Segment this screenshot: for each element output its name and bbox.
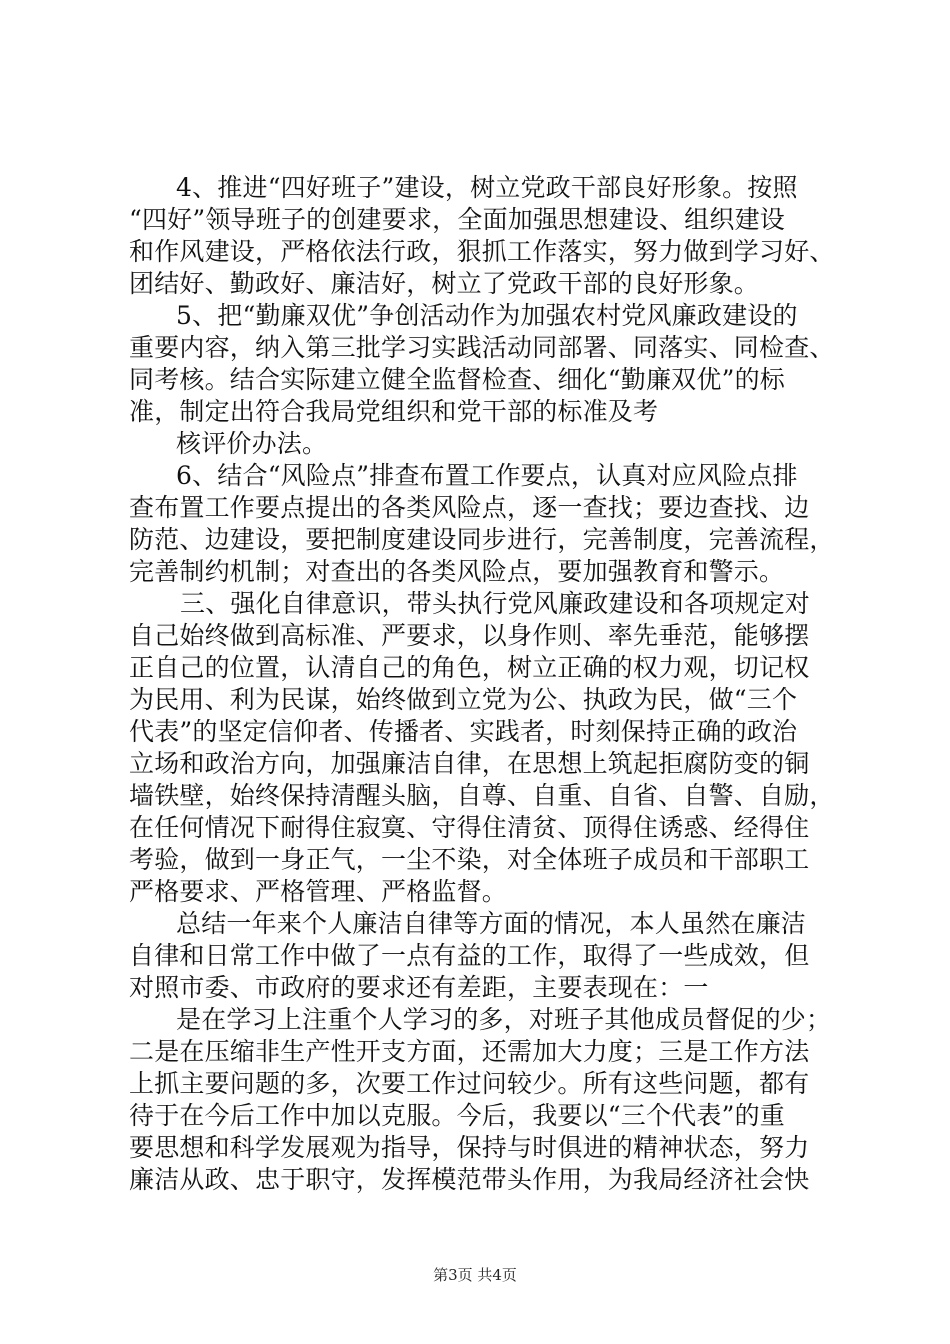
text-line: 6、结合“风险点”排查布置工作要点，认真对应风险点排 (176, 461, 798, 490)
text-line: 查布置工作要点提出的各类风险点，逐一查找；要边查找、边 (129, 493, 810, 522)
text-line: 正自己的位置，认清自己的角色，树立正确的权力观，切记权 (129, 653, 810, 682)
text-line: 总结一年来个人廉洁自律等方面的情况，本人虽然在廉洁 (176, 909, 807, 938)
text-line: 对照市委、市政府的要求还有差距，主要表现在：一 (129, 973, 709, 1002)
text-line: 墙铁壁，始终保持清醒头脑，自尊、自重、自省、自警、自励， (129, 781, 835, 810)
text-line: 4、推进“四好班子”建设，树立党政干部良好形象。按照 (176, 173, 798, 202)
text-line: 准，制定出符合我局党组织和党干部的标准及考 (129, 397, 659, 426)
text-line: 立场和政治方向，加强廉洁自律，在思想上筑起拒腐防变的铜 (129, 749, 810, 778)
text-line: 上抓主要问题的多，次要工作过问较少。所有这些问题，都有 (129, 1069, 810, 1098)
text-line: “四好”领导班子的创建要求，全面加强思想建设、组织建设 (129, 205, 785, 234)
text-line: 考验，做到一身正气，一尘不染，对全体班子成员和干部职工 (129, 845, 810, 874)
text-line: 是在学习上注重个人学习的多，对班子其他成员督促的少； (176, 1005, 832, 1034)
text-line: 为民用、利为民谋，始终做到立党为公、执政为民，做“三个 (129, 685, 798, 714)
text-line: 自己始终做到高标准、严要求，以身作则、率先垂范，能够摆 (129, 621, 810, 650)
text-line: 5、把“勤廉双优”争创活动作为加强农村党风廉政建设的 (176, 301, 798, 330)
text-line: 三、强化自律意识，带头执行党风廉政建设和各项规定对 (180, 589, 811, 618)
text-line: 严格要求、严格管理、严格监督。 (129, 877, 508, 906)
text-line: 在任何情况下耐得住寂寞、守得住清贫、顶得住诱惑、经得住 (129, 813, 810, 842)
text-line: 团结好、勤政好、廉洁好，树立了党政干部的良好形象。 (129, 269, 760, 298)
text-line: 同考核。结合实际建立健全监督检查、细化“勤廉双优”的标 (129, 365, 785, 394)
text-line: 廉洁从政、忠于职守，发挥模范带头作用，为我局经济社会快 (129, 1165, 810, 1194)
page-number-footer: 第3页 共4页 (433, 1266, 517, 1284)
text-line: 代表”的坚定信仰者、传播者、实践者，时刻保持正确的政治 (129, 717, 798, 746)
text-line: 和作风建设，严格依法行政，狠抓工作落实，努力做到学习好、 (129, 237, 835, 266)
text-line: 防范、边建设，要把制度建设同步进行，完善制度，完善流程， (129, 525, 835, 554)
text-line: 二是在压缩非生产性开支方面，还需加大力度；三是工作方法 (129, 1037, 810, 1066)
text-line: 自律和日常工作中做了一点有益的工作，取得了一些成效，但 (129, 941, 810, 970)
text-line: 完善制约机制；对查出的各类风险点，要加强教育和警示。 (129, 557, 785, 586)
text-line: 要思想和科学发展观为指导，保持与时俱进的精神状态，努力 (129, 1133, 810, 1162)
text-line: 重要内容，纳入第三批学习实践活动同部署、同落实、同检查、 (129, 333, 835, 362)
text-line: 核评价办法。 (176, 429, 328, 458)
text-line: 待于在今后工作中加以克服。今后，我要以“三个代表”的重 (129, 1101, 785, 1130)
